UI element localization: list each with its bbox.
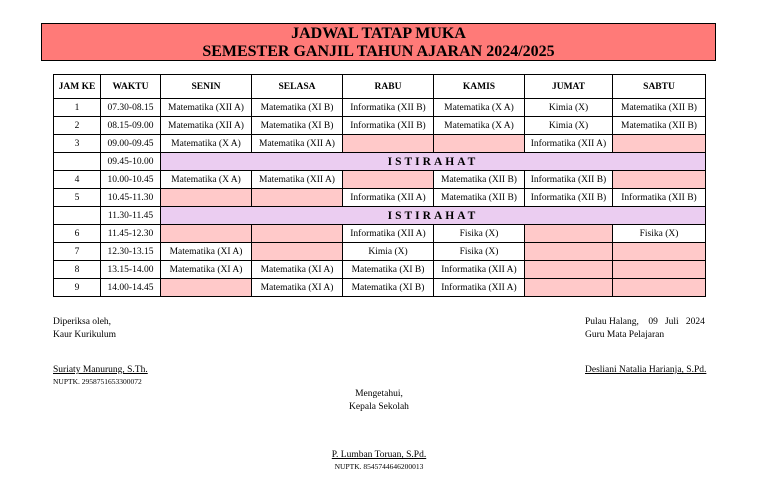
time-cell: 10.00-10.45	[101, 171, 161, 189]
right-signatory-name: Desliani Natalia Harianja, S.Pd.	[585, 365, 707, 375]
subject-cell: Matematika (XII B)	[613, 99, 706, 117]
title-line-1: JADWAL TATAP MUKA	[291, 25, 466, 42]
table-row	[54, 279, 706, 297]
empty-cell	[252, 189, 343, 207]
left-signatory-name: Suriaty Manurung, S.Th.	[53, 365, 148, 375]
subject-cell: Matematika (XI B)	[343, 261, 434, 279]
subject-cell: Informatika (XII A)	[343, 189, 434, 207]
time-cell: 09.45-10.00	[101, 153, 161, 171]
left-signatory	[53, 364, 148, 387]
subject-cell: Informatika (XII A)	[434, 261, 525, 279]
place-date	[585, 316, 705, 329]
time-cell: 13.15-14.00	[101, 261, 161, 279]
period-number-cell: 2	[54, 117, 101, 135]
table-row	[54, 117, 706, 135]
subject-cell: Informatika (XII B)	[613, 189, 706, 207]
subject-cell: Informatika (XII A)	[343, 225, 434, 243]
empty-cell	[525, 225, 613, 243]
acknowledged-label: Mengetahui,	[355, 389, 403, 399]
empty-cell	[613, 261, 706, 279]
table-row	[54, 171, 706, 189]
subject-cell: Kimia (X)	[525, 99, 613, 117]
empty-cell	[161, 279, 252, 297]
center-signatory	[284, 449, 474, 472]
date-day: 09	[648, 317, 658, 327]
empty-cell	[252, 225, 343, 243]
table-row	[54, 189, 706, 207]
time-cell: 08.15-09.00	[101, 117, 161, 135]
table-row	[54, 225, 706, 243]
subject-cell: Informatika (XII B)	[343, 99, 434, 117]
table-body	[54, 99, 706, 297]
subject-cell: Matematika (XII A)	[252, 135, 343, 153]
empty-cell	[161, 225, 252, 243]
subject-cell: Matematika (X A)	[161, 135, 252, 153]
time-cell: 12.30-13.15	[101, 243, 161, 261]
subject-cell: Informatika (XII B)	[343, 117, 434, 135]
subject-cell: Matematika (XII A)	[161, 117, 252, 135]
column-header-jam-ke: JAM KE	[54, 75, 101, 99]
right-signature-block	[585, 316, 705, 342]
column-header-senin: SENIN	[161, 75, 252, 99]
empty-cell	[343, 171, 434, 189]
subject-cell: Fisika (X)	[434, 225, 525, 243]
title-banner	[41, 23, 716, 61]
empty-cell	[613, 135, 706, 153]
table-header-row	[54, 75, 706, 99]
subject-cell: Matematika (XI A)	[161, 243, 252, 261]
period-number-cell: 5	[54, 189, 101, 207]
subject-cell: Matematika (XII A)	[161, 99, 252, 117]
column-header-selasa: SELASA	[252, 75, 343, 99]
subject-cell: Informatika (XII B)	[525, 189, 613, 207]
teacher-role-label: Guru Mata Pelajaran	[585, 330, 665, 340]
empty-cell	[613, 171, 706, 189]
column-header-sabtu: SABTU	[613, 75, 706, 99]
subject-cell: Informatika (XII A)	[525, 135, 613, 153]
subject-cell: Matematika (XI A)	[161, 261, 252, 279]
empty-cell	[343, 135, 434, 153]
subject-cell: Matematika (X A)	[161, 171, 252, 189]
time-cell: 11.45-12.30	[101, 225, 161, 243]
subject-cell: Informatika (XII B)	[525, 171, 613, 189]
subject-cell: Matematika (XI A)	[252, 261, 343, 279]
period-number-cell: 8	[54, 261, 101, 279]
subject-cell: Matematika (XII A)	[252, 171, 343, 189]
time-cell: 09.00-09.45	[101, 135, 161, 153]
column-header-jumat: JUMAT	[525, 75, 613, 99]
break-row	[54, 153, 706, 171]
date-year: 2024	[685, 317, 705, 327]
principal-id: NUPTK. 8545744646200013	[334, 462, 424, 471]
empty-cell	[525, 261, 613, 279]
empty-cell	[613, 243, 706, 261]
subject-cell: Matematika (XII B)	[434, 189, 525, 207]
time-cell: 11.30-11.45	[101, 207, 161, 225]
subject-cell: Matematika (XI B)	[343, 279, 434, 297]
principal-name: P. Lumban Toruan, S.Pd.	[331, 450, 427, 460]
subject-cell: Matematika (XII B)	[613, 117, 706, 135]
place: Pulau Halang,	[585, 317, 639, 327]
title-line-2: SEMESTER GANJIL TAHUN AJARAN 2024/2025	[202, 43, 555, 60]
time-cell: 07.30-08.15	[101, 99, 161, 117]
subject-cell: Matematika (X A)	[434, 99, 525, 117]
table-row	[54, 135, 706, 153]
left-signatory-id: NUPTK. 2958751653300072	[53, 377, 142, 386]
time-cell: 14.00-14.45	[101, 279, 161, 297]
column-header-rabu: RABU	[343, 75, 434, 99]
break-label-cell: ISTIRAHAT	[161, 153, 706, 171]
subject-cell: Matematika (XI B)	[252, 99, 343, 117]
subject-cell: Fisika (X)	[613, 225, 706, 243]
subject-cell: Kimia (X)	[343, 243, 434, 261]
checked-by-label: Diperiksa oleh,	[53, 317, 112, 327]
table-row	[54, 243, 706, 261]
period-number-cell: 4	[54, 171, 101, 189]
center-signature-block	[284, 388, 474, 414]
period-number-cell: 7	[54, 243, 101, 261]
left-signature-block	[53, 316, 116, 342]
subject-cell: Matematika (XI B)	[252, 117, 343, 135]
empty-cell	[434, 135, 525, 153]
time-cell: 10.45-11.30	[101, 189, 161, 207]
period-number-cell: 3	[54, 135, 101, 153]
subject-cell: Matematika (XII B)	[434, 171, 525, 189]
empty-cell	[161, 189, 252, 207]
column-header-kamis: KAMIS	[434, 75, 525, 99]
empty-cell	[613, 279, 706, 297]
empty-cell	[525, 279, 613, 297]
date-month: Juli	[664, 317, 679, 327]
subject-cell: Kimia (X)	[525, 117, 613, 135]
empty-cell	[252, 243, 343, 261]
schedule-table	[53, 74, 706, 297]
break-row	[54, 207, 706, 225]
subject-cell: Matematika (XI A)	[252, 279, 343, 297]
principal-role-label: Kepala Sekolah	[349, 402, 409, 412]
period-number-cell: 1	[54, 99, 101, 117]
subject-cell: Informatika (XII A)	[434, 279, 525, 297]
period-number-cell: 9	[54, 279, 101, 297]
period-number-cell	[54, 153, 101, 171]
table-row	[54, 99, 706, 117]
curriculum-role-label: Kaur Kurikulum	[53, 330, 117, 340]
subject-cell: Fisika (X)	[434, 243, 525, 261]
column-header-waktu: WAKTU	[101, 75, 161, 99]
break-label-cell: ISTIRAHAT	[161, 207, 706, 225]
period-number-cell	[54, 207, 101, 225]
subject-cell: Matematika (X A)	[434, 117, 525, 135]
empty-cell	[525, 243, 613, 261]
period-number-cell: 6	[54, 225, 101, 243]
table-row	[54, 261, 706, 279]
